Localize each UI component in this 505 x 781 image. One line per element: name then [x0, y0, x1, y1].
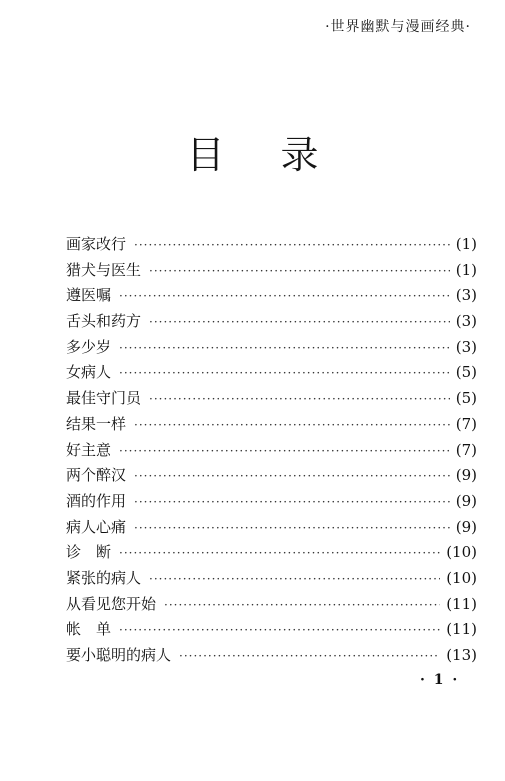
dot-leader	[119, 289, 450, 303]
dot-leader	[149, 572, 440, 586]
toc-entry-title: 舌头和药方	[66, 312, 142, 331]
toc-entry-page: (3)	[455, 286, 477, 305]
toc-entry-title: 从看见您开始	[66, 594, 157, 613]
dot-leader	[119, 546, 440, 560]
toc-entry-page: (5)	[455, 363, 477, 382]
toc-entry[interactable]	[66, 284, 477, 310]
dot-leader	[134, 469, 450, 483]
toc-entry[interactable]	[66, 618, 477, 644]
series-header: ·世界幽默与漫画经典·	[325, 19, 471, 35]
toc-entry[interactable]	[66, 361, 477, 387]
toc-entry-title: 病人心痛	[66, 517, 127, 536]
toc-entry-page: (10)	[446, 568, 477, 587]
toc-entry[interactable]	[66, 233, 477, 259]
page-title: 目录	[186, 133, 375, 177]
toc-entry[interactable]	[66, 464, 477, 490]
dot-leader	[134, 418, 450, 432]
toc-entry-page: (13)	[446, 646, 477, 664]
toc-entry-page: (7)	[455, 414, 477, 433]
toc-entry[interactable]	[66, 259, 477, 285]
toc-entry-page: (1)	[455, 235, 477, 253]
dot-leader	[149, 392, 450, 406]
toc-entry-title: 诊 断	[66, 543, 112, 562]
dot-leader	[119, 366, 450, 380]
toc-entry[interactable]	[66, 336, 477, 362]
dot-leader	[164, 598, 440, 612]
toc-entry-title: 猎犬与医生	[66, 260, 142, 279]
dot-leader	[179, 649, 440, 663]
toc-entry-page: (10)	[446, 543, 477, 562]
toc-entry-page: (9)	[455, 517, 477, 536]
dot-leader	[119, 341, 450, 355]
toc-entry-title: 遵医嘱	[66, 286, 112, 305]
dot-leader	[119, 444, 450, 458]
toc-entry-title: 画家改行	[66, 235, 127, 253]
toc-entry[interactable]	[66, 516, 477, 542]
table-of-contents	[66, 233, 477, 670]
toc-entry-title: 要小聪明的病人	[66, 646, 172, 664]
toc-entry-page: (5)	[455, 389, 477, 408]
toc-entry-title: 两个醉汉	[66, 466, 127, 485]
toc-entry-title: 女病人	[66, 363, 112, 382]
toc-entry[interactable]	[66, 387, 477, 413]
toc-entry[interactable]	[66, 541, 477, 567]
toc-entry[interactable]	[66, 439, 477, 465]
toc-entry-page: (11)	[446, 620, 477, 639]
page-number: · 1 ·	[420, 672, 460, 688]
toc-entry-title: 帐 单	[66, 620, 112, 639]
toc-entry-page: (7)	[455, 440, 477, 459]
toc-entry-title: 好主意	[66, 440, 112, 459]
dot-leader	[149, 264, 450, 278]
toc-entry-title: 最佳守门员	[66, 389, 142, 408]
toc-entry-page: (3)	[455, 312, 477, 331]
dot-leader	[134, 521, 450, 535]
toc-entry[interactable]	[66, 310, 477, 336]
toc-entry-title: 多少岁	[66, 337, 112, 356]
toc-entry-page: (11)	[446, 594, 477, 613]
toc-entry[interactable]	[66, 644, 477, 670]
dot-leader	[119, 623, 440, 637]
toc-entry-page: (1)	[455, 260, 477, 279]
toc-entry-page: (9)	[455, 466, 477, 485]
toc-entry-title: 结果一样	[66, 414, 127, 433]
toc-entry[interactable]	[66, 593, 477, 619]
toc-entry-page: (3)	[455, 337, 477, 356]
toc-entry-title: 紧张的病人	[66, 568, 142, 587]
dot-leader	[134, 495, 450, 509]
toc-entry-title: 酒的作用	[66, 491, 127, 510]
toc-entry[interactable]	[66, 413, 477, 439]
dot-leader	[134, 238, 450, 252]
toc-entry-page: (9)	[455, 491, 477, 510]
dot-leader	[149, 315, 450, 329]
toc-entry[interactable]	[66, 567, 477, 593]
toc-entry[interactable]	[66, 490, 477, 516]
